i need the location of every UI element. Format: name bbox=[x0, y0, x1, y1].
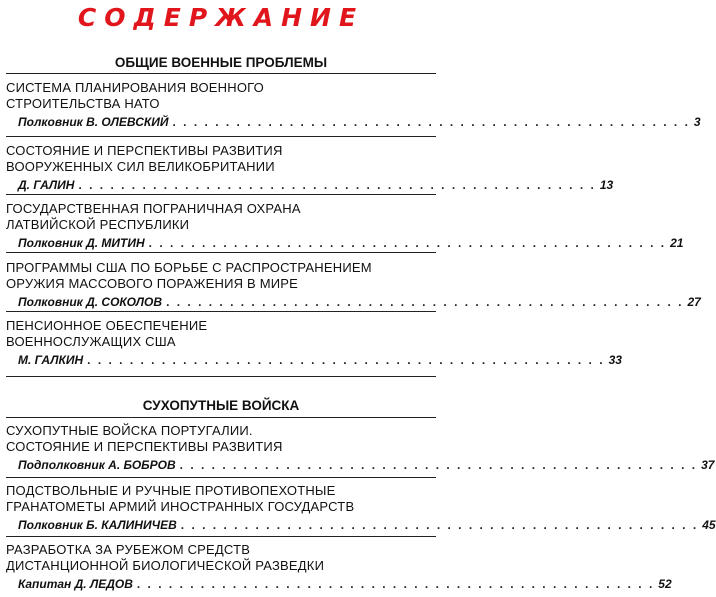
entry-divider bbox=[6, 252, 436, 253]
entry-page-number: 27 bbox=[687, 295, 701, 309]
author-line bbox=[6, 294, 701, 310]
author-line bbox=[6, 114, 701, 130]
toc-entry[interactable] bbox=[6, 201, 684, 251]
author-line bbox=[6, 352, 622, 368]
entry-author: Д. ГАЛИН bbox=[18, 178, 75, 192]
entry-divider bbox=[6, 536, 436, 537]
page-title: СОДЕРЖАНИЕ bbox=[77, 3, 365, 32]
author-line bbox=[6, 517, 716, 533]
entry-page-number: 21 bbox=[670, 236, 684, 250]
entry-title-line: ПОДСТВОЛЬНЫЕ И РУЧНЫЕ ПРОТИВОПЕХОТНЫЕ bbox=[6, 483, 336, 498]
entry-title-line: ВОЕННОСЛУЖАЩИХ США bbox=[6, 334, 176, 349]
entry-title-line: ГРАНАТОМЕТЫ АРМИЙ ИНОСТРАННЫХ ГОСУДАРСТВ bbox=[6, 499, 355, 514]
entry-title-line: СУХОПУТНЫЕ ВОЙСКА ПОРТУГАЛИИ. bbox=[6, 423, 253, 438]
dot-leader: . . . . . . . . . . . . . . . . . . . . . . . . . . . . . . . . . . . . . . . . . . . . . . . . . bbox=[172, 115, 690, 129]
entry-page-number: 3 bbox=[693, 115, 701, 129]
section-divider bbox=[6, 417, 436, 418]
entry-author: Подполковник А. БОБРОВ bbox=[18, 458, 176, 472]
entry-divider bbox=[6, 194, 436, 195]
entry-title-line: СОСТОЯНИЕ И ПЕРСПЕКТИВЫ РАЗВИТИЯ bbox=[6, 439, 283, 454]
dot-leader: . . . . . . . . . . . . . . . . . . . . . . . . . . . . . . . . . . . . . . . . . . . . . . . . . bbox=[148, 236, 667, 250]
entry-divider bbox=[6, 136, 436, 137]
entry-author: Полковник В. ОЛЕВСКИЙ bbox=[18, 115, 169, 129]
dot-leader: . . . . . . . . . . . . . . . . . . . . . . . . . . . . . . . . . . . . . . . . . . . . . . . . . bbox=[87, 353, 605, 367]
entry-title-line: СИСТЕМА ПЛАНИРОВАНИЯ ВОЕННОГО bbox=[6, 80, 264, 95]
section-heading-ground-forces: СУХОПУТНЫЕ ВОЙСКА bbox=[142, 398, 300, 413]
entry-author: Полковник Д. СОКОЛОВ bbox=[18, 295, 163, 309]
toc-entry[interactable] bbox=[6, 423, 715, 473]
dot-leader: . . . . . . . . . . . . . . . . . . . . . . . . . . . . . . . . . . . . . . . . . . . . . . . . . bbox=[166, 295, 684, 309]
author-line bbox=[6, 177, 614, 193]
entry-author: Капитан Д. ЛЕДОВ bbox=[18, 577, 133, 591]
dot-leader: . . . . . . . . . . . . . . . . . . . . . . . . . . . . . . . . . . . . . . . . . . . . . . . . . bbox=[78, 178, 596, 192]
entry-page-number: 45 bbox=[702, 518, 716, 532]
entry-divider bbox=[6, 311, 436, 312]
entry-divider bbox=[6, 477, 436, 478]
toc-entry[interactable] bbox=[6, 483, 716, 533]
entry-title-line: ПЕНСИОННОЕ ОБЕСПЕЧЕНИЕ bbox=[6, 318, 208, 333]
entry-author: М. ГАЛКИН bbox=[18, 353, 84, 367]
entry-author: Полковник Д. МИТИН bbox=[18, 236, 145, 250]
entry-title-line: РАЗРАБОТКА ЗА РУБЕЖОМ СРЕДСТВ bbox=[6, 542, 251, 557]
section-divider bbox=[6, 73, 436, 74]
author-line bbox=[6, 235, 684, 251]
entry-author: Полковник Б. КАЛИНИЧЕВ bbox=[18, 518, 177, 532]
entry-page-number: 37 bbox=[701, 458, 715, 472]
entry-title-line: ВООРУЖЕННЫХ СИЛ ВЕЛИКОБРИТАНИИ bbox=[6, 159, 275, 174]
entry-title-line: СТРОИТЕЛЬСТВА НАТО bbox=[6, 96, 160, 111]
dot-leader: . . . . . . . . . . . . . . . . . . . . . . . . . . . . . . . . . . . . . . . . . . . . . . . . . bbox=[180, 518, 699, 532]
toc-entry[interactable] bbox=[6, 80, 701, 130]
dot-leader: . . . . . . . . . . . . . . . . . . . . . . . . . . . . . . . . . . . . . . . . . . . . . . . . . bbox=[179, 458, 698, 472]
entry-title-line: ГОСУДАРСТВЕННАЯ ПОГРАНИЧНАЯ ОХРАНА bbox=[6, 201, 301, 216]
entry-title-line: ДИСТАНЦИОННОЙ БИОЛОГИЧЕСКОЙ РАЗВЕДКИ bbox=[6, 558, 325, 573]
entry-page-number: 52 bbox=[658, 577, 672, 591]
section-heading-general-military: ОБЩИЕ ВОЕННЫЕ ПРОБЛЕМЫ bbox=[114, 55, 328, 70]
entry-title-line: ОРУЖИЯ МАССОВОГО ПОРАЖЕНИЯ В МИРЕ bbox=[6, 276, 299, 291]
toc-entry[interactable] bbox=[6, 318, 622, 368]
entry-title-line: ПРОГРАММЫ США ПО БОРЬБЕ С РАСПРОСТРАНЕНИЕМ bbox=[6, 260, 372, 275]
dot-leader: . . . . . . . . . . . . . . . . . . . . . . . . . . . . . . . . . . . . . . . . . . . . . . . . . bbox=[136, 577, 655, 591]
entry-page-number: 13 bbox=[599, 178, 614, 192]
toc-entry[interactable] bbox=[6, 260, 701, 310]
entry-title-line: СОСТОЯНИЕ И ПЕРСПЕКТИВЫ РАЗВИТИЯ bbox=[6, 143, 283, 158]
toc-entry[interactable] bbox=[6, 542, 672, 592]
entry-page-number: 33 bbox=[608, 353, 622, 367]
author-line bbox=[6, 576, 672, 592]
toc-entry[interactable] bbox=[6, 143, 614, 193]
author-line bbox=[6, 457, 715, 473]
section-divider bbox=[6, 376, 436, 377]
entry-title-line: ЛАТВИЙСКОЙ РЕСПУБЛИКИ bbox=[6, 217, 190, 232]
